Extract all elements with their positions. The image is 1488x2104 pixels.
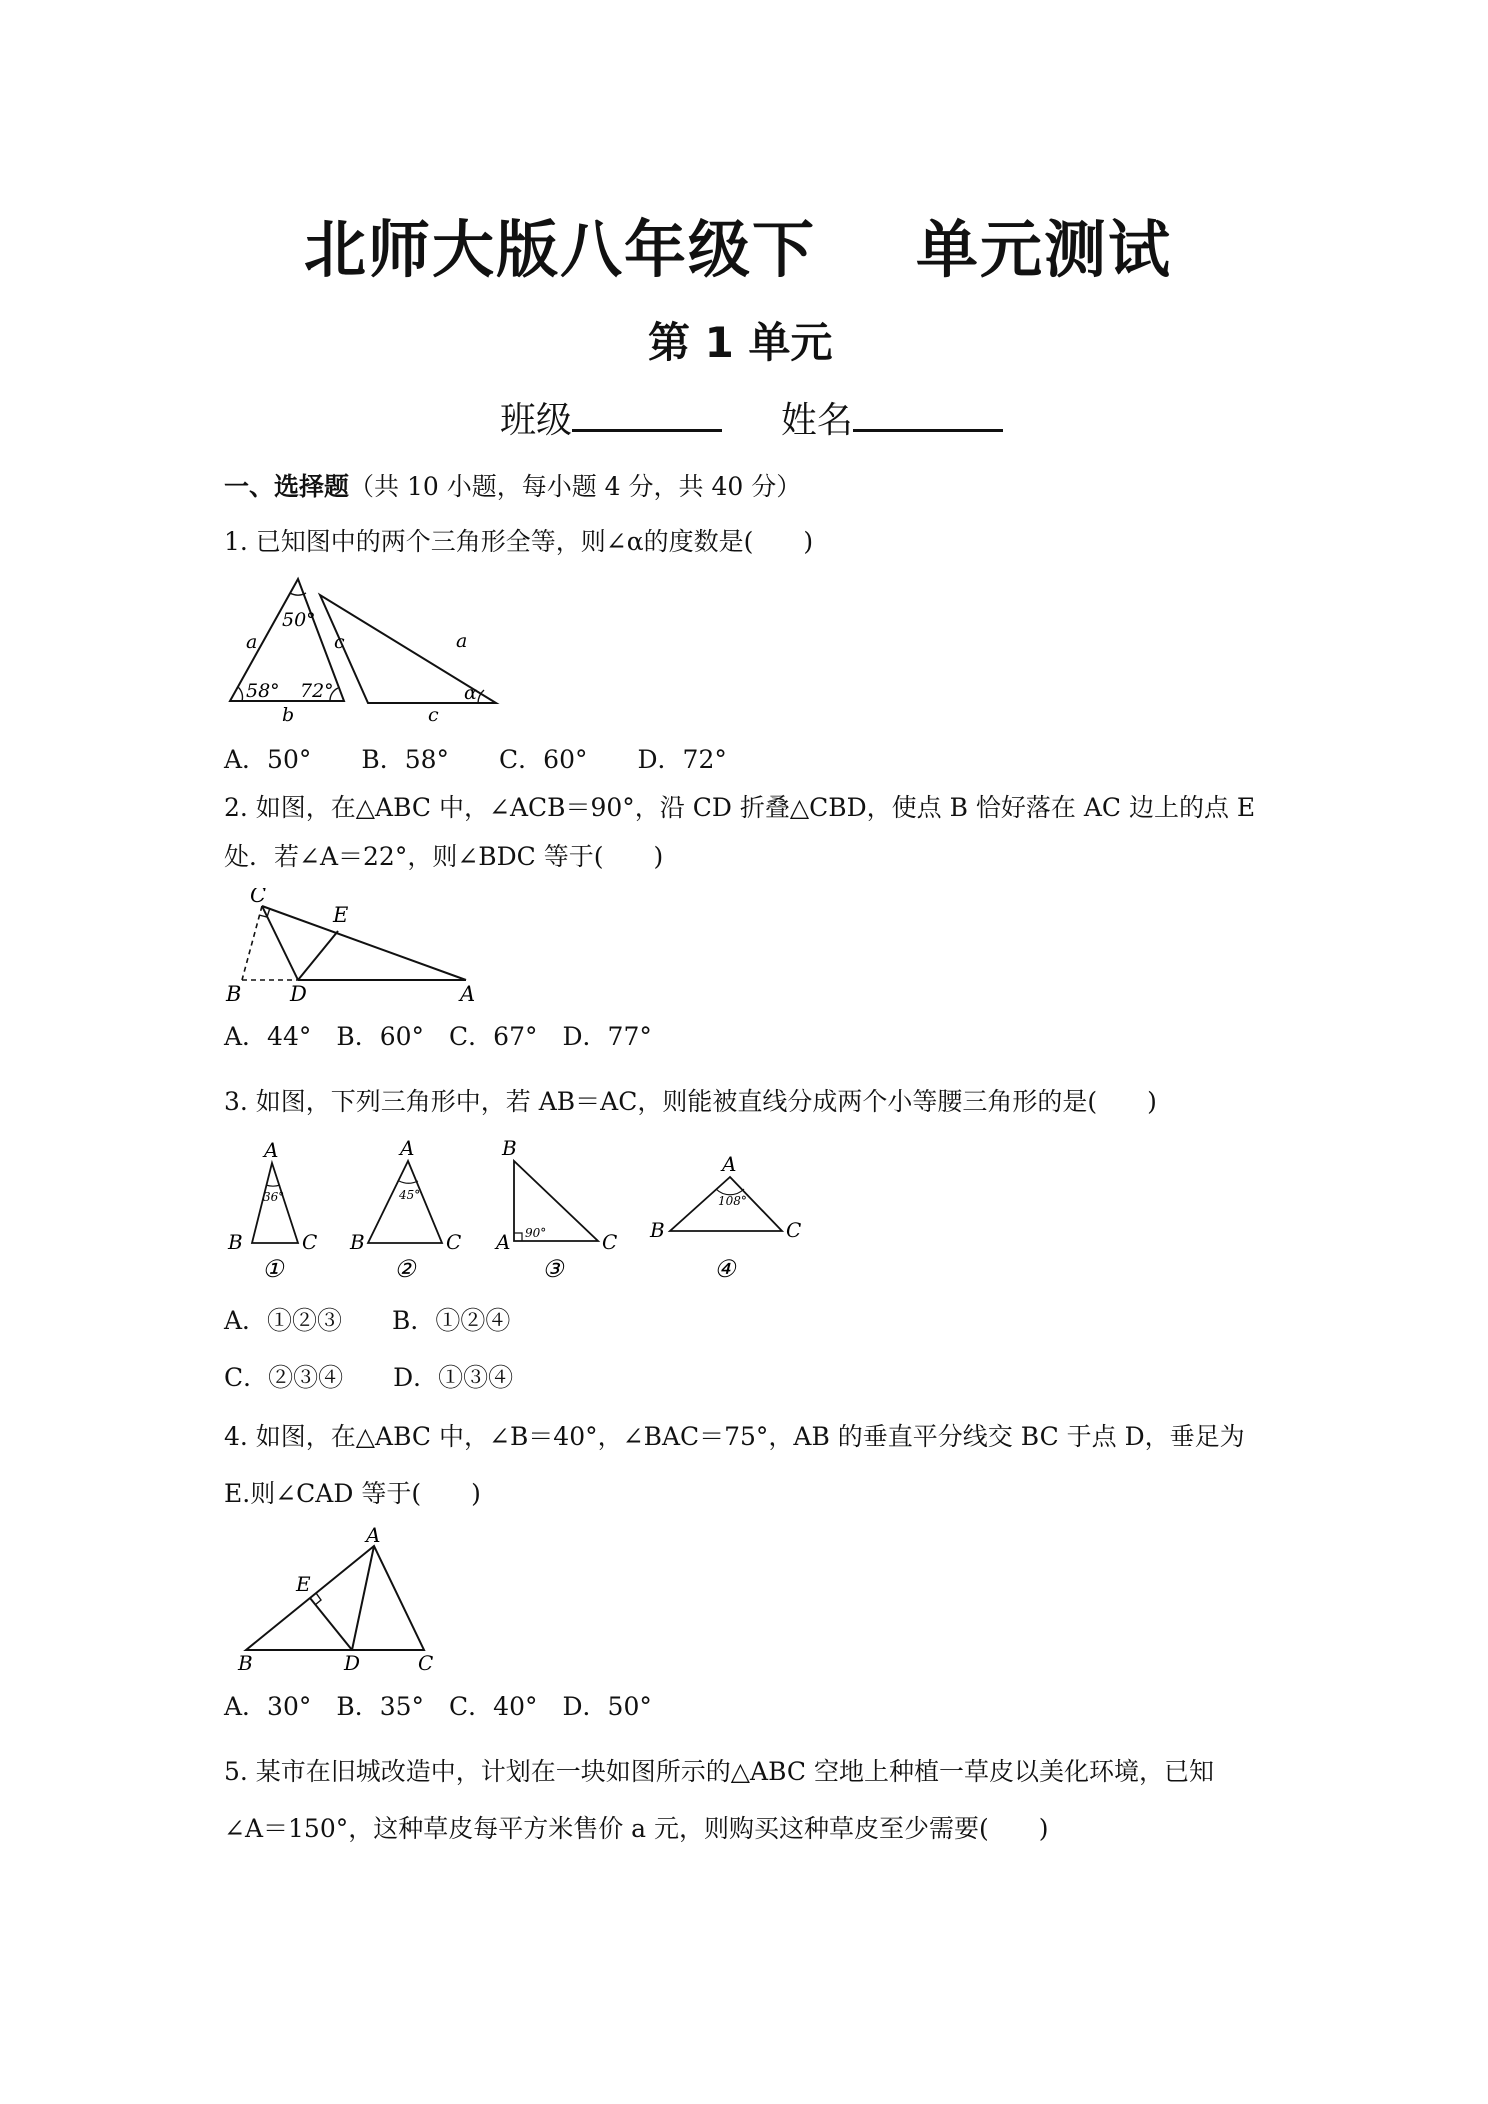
question-2-figure (220, 888, 490, 1006)
section-title: 一、选择题 (224, 472, 350, 501)
label-108: 108° (718, 1194, 747, 1208)
label-fig3: ③ (542, 1255, 564, 1281)
label-90: 90° (525, 1226, 547, 1240)
label-d: D (290, 982, 307, 1006)
label-72: 72° (300, 680, 334, 702)
page-title (304, 200, 1172, 289)
class-blank[interactable] (572, 399, 722, 432)
label-a: A (366, 1524, 381, 1547)
question-2-stem-line2: 处．若∠A＝22°，则∠BDC 等于( ) (224, 842, 664, 871)
label-a: A (460, 982, 476, 1006)
label-b: B (502, 1136, 517, 1160)
triangle-2 (368, 1161, 442, 1243)
label-e: E (333, 903, 349, 927)
class-label: 班级 (500, 400, 573, 441)
label-a: a (246, 631, 258, 653)
label-b: B (228, 1230, 243, 1254)
label-36: 36° (263, 1190, 285, 1204)
label-c: C (446, 1230, 462, 1254)
unit-subtitle: 第 1 单元 (648, 318, 833, 367)
label-c: C (602, 1230, 618, 1254)
label-b: b (282, 704, 295, 723)
question-1-stem: 1. 已知图中的两个三角形全等，则∠α的度数是( ) (224, 527, 814, 556)
section-note: （共 10 小题，每小题 4 分，共 40 分） (349, 472, 802, 501)
question-5-stem-line2: ∠A＝150°，这种草皮每平方米售价 a 元，则购买这种草皮至少需要( ) (224, 1814, 1049, 1843)
label-b: B (350, 1230, 365, 1254)
label-a: A (400, 1136, 415, 1160)
side-de (298, 931, 338, 980)
label-58: 58° (246, 680, 280, 702)
dashed-cb (242, 906, 262, 980)
label-a: A (264, 1138, 279, 1162)
name-blank[interactable] (853, 399, 1003, 432)
angle-arc (399, 1181, 418, 1183)
label-c: C (418, 1651, 434, 1674)
question-4-stem-line2: E.则∠CAD 等于( ) (224, 1479, 481, 1508)
label-45: 45° (399, 1188, 421, 1202)
label-fig4: ④ (714, 1255, 736, 1281)
question-3-figure (220, 1135, 810, 1281)
name-label: 姓名 (780, 400, 853, 441)
question-3-options-row1: A．①②③ B．①②④ (224, 1306, 511, 1335)
title-right: 单元测试 (916, 213, 1173, 286)
angle-arc (238, 687, 243, 701)
triangle-abc (246, 1546, 424, 1650)
question-1-options: A．50° B．58° C．60° D．72° (224, 745, 727, 774)
label-fig1: ① (262, 1255, 284, 1281)
question-2-options: A．44° B．60° C．67° D．77° (224, 1022, 652, 1051)
label-c2: c (428, 704, 439, 723)
label-fig2: ② (394, 1255, 416, 1281)
label-b: B (226, 982, 242, 1006)
label-b: B (238, 1651, 253, 1674)
question-5-stem-line1: 5. 某市在旧城改造中，计划在一块如图所示的△ABC 空地上种植一草皮以美化环境，已知 (224, 1757, 1214, 1786)
question-3-stem: 3. 如图，下列三角形中，若 AB＝AC，则能被直线分成两个小等腰三角形的是( ) (224, 1087, 1157, 1116)
right-angle-mark (315, 1593, 321, 1605)
label-c: C (302, 1230, 318, 1254)
label-a: A (722, 1152, 737, 1176)
segment-ed (310, 1598, 352, 1650)
right-angle-mark (514, 1233, 522, 1241)
label-e: E (296, 1572, 311, 1596)
label-c: C (786, 1218, 802, 1242)
label-alpha: α (464, 682, 477, 704)
question-3-options-row2: C．②③④ D．①③④ (224, 1363, 514, 1392)
label-b: B (650, 1218, 665, 1242)
label-a: A (496, 1230, 511, 1254)
student-info (500, 392, 1003, 443)
angle-arc (266, 1185, 280, 1186)
title-left: 北师大版八年级下 (304, 213, 817, 286)
question-2-stem-line1: 2. 如图，在△ABC 中，∠ACB＝90°，沿 CD 折叠△CBD，使点 B 恰好落在 AC 边上的点 E (224, 793, 1256, 822)
question-4-stem-line1: 4. 如图，在△ABC 中，∠B＝40°，∠BAC＝75°，AB 的垂直平分线交 BC 于点 D，垂足为 (224, 1422, 1245, 1451)
label-d: D (344, 1651, 361, 1674)
question-4-figure-drawing (220, 1524, 440, 1674)
label-a2: a (456, 630, 468, 652)
question-4-options: A．30° B．35° C．40° D．50° (224, 1692, 652, 1721)
label-c: C (250, 888, 267, 907)
section-heading (224, 467, 801, 503)
label-50: 50° (282, 609, 316, 631)
label-c: c (334, 631, 345, 653)
question-1-figure (220, 575, 510, 723)
